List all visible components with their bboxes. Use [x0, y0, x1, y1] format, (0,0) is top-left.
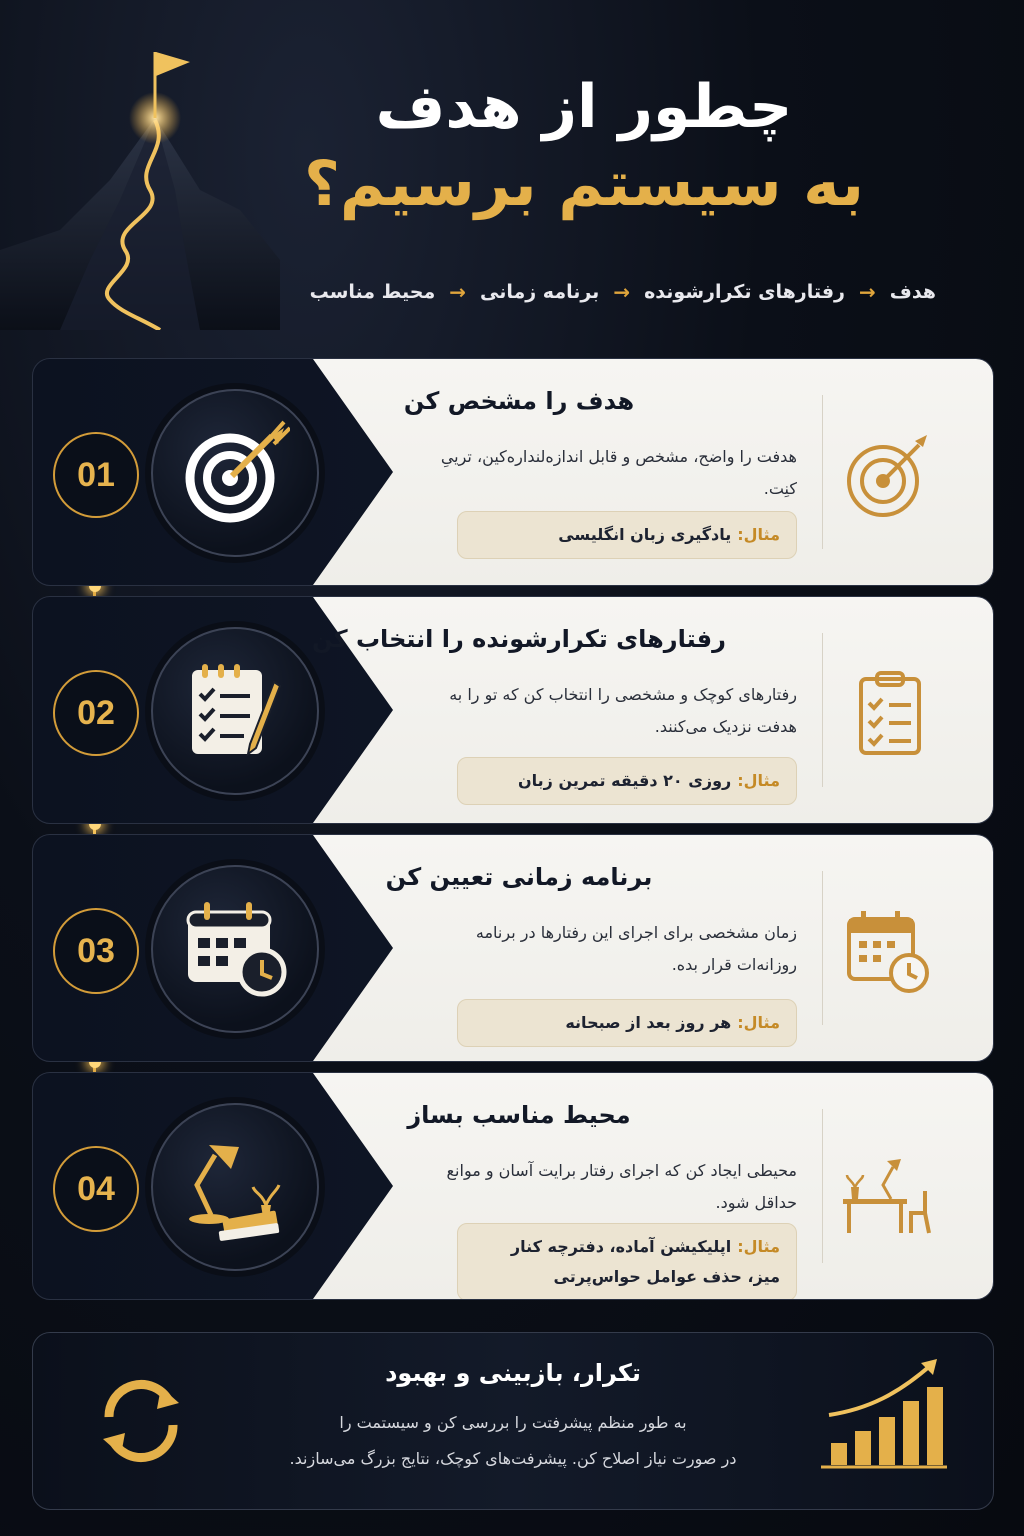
- mountain-flag-illustration: [0, 0, 280, 330]
- flow-step-environment: محیط مناسب: [309, 281, 436, 303]
- flow-step-schedule: برنامه زمانی: [479, 281, 600, 303]
- step-number: 03: [53, 908, 139, 994]
- example-text: هر روز بعد از صبحانه: [565, 1013, 732, 1032]
- step-card-2: [32, 596, 994, 824]
- arrow-icon: →: [613, 280, 631, 304]
- example-label: مثال:: [737, 1013, 780, 1032]
- step-description: رفتارهای کوچک و مشخصی را انتخاب کن که تو را به هدفت نزدیک می‌کنند.: [449, 685, 797, 736]
- summary-text: [213, 1405, 813, 1477]
- title-line-2: به سیستم برسیم؟: [303, 147, 865, 220]
- process-flow: [310, 280, 936, 304]
- step-description: زمان مشخصی برای اجرای این رفتارها در برنامه روزانه‌ات قرار بده.: [475, 923, 797, 974]
- step-description: هدفت را واضح، مشخص و قابل اندازه‌لنداره‌کین، ترییِ کنِت.: [440, 447, 797, 498]
- step-number: 02: [53, 670, 139, 756]
- target-icon: [841, 427, 937, 523]
- example-label: مثال:: [737, 771, 780, 790]
- step-title: برنامه زمانی تعیین کن: [385, 863, 653, 891]
- example-label: مثال:: [737, 1237, 780, 1256]
- step-card-4: [32, 1072, 994, 1300]
- flow-step-behaviors: رفتارهای تکرارشونده: [644, 281, 845, 303]
- step-card-1: [32, 358, 994, 586]
- step-description: محیطی ایجاد کن که اجرای رفتار برایت آسان و موانع حداقل شود.: [446, 1161, 797, 1212]
- example-box: [457, 757, 797, 805]
- summary-line: به طور منظم پیشرفتت را بررسی کن و سیستمت را: [339, 1413, 687, 1432]
- divider: [822, 1109, 823, 1263]
- example-box: [457, 511, 797, 559]
- summary-title: تکرار، بازبینی و بهبود: [385, 1359, 641, 1387]
- example-text: روزی ۲۰ دقیقه تمرین زبان: [518, 771, 732, 790]
- step-title: محیط مناسب بساز: [407, 1101, 631, 1129]
- arrow-icon: →: [859, 280, 876, 304]
- step-title: هدف را مشخص کن: [403, 387, 635, 415]
- step-number: 04: [53, 1146, 139, 1232]
- desk-icon: [841, 1141, 937, 1237]
- divider: [822, 871, 823, 1025]
- example-text: اپلیکیشن آماده، دفترچه کنار میز، حذف عوامل حواس‌پرتی: [510, 1237, 780, 1286]
- title-line-1: چطور از هدف: [375, 72, 793, 142]
- step-number: 01: [53, 432, 139, 518]
- growth-chart-icon: [819, 1357, 949, 1487]
- step-title: رفتارهای تکرارشونده را انتخاب کن: [312, 625, 726, 653]
- clipboard-icon: [841, 665, 937, 761]
- divider: [822, 395, 823, 549]
- summary-panel: [32, 1332, 994, 1510]
- divider: [822, 633, 823, 787]
- example-label: مثال:: [737, 525, 780, 544]
- example-text: یادگیری زبان انگلیسی: [558, 525, 732, 544]
- page-title: [264, 70, 904, 223]
- example-box: [457, 1223, 797, 1300]
- flow-step-goal: هدف: [889, 281, 936, 303]
- summary-line: در صورت نیاز اصلاح کن. پیشرفت‌های کوچک، نتایج بزرگ می‌سازند.: [289, 1449, 737, 1468]
- calendar-clock-icon: [841, 903, 937, 999]
- arrow-icon: →: [449, 280, 466, 304]
- step-card-3: [32, 834, 994, 1062]
- example-box: [457, 999, 797, 1047]
